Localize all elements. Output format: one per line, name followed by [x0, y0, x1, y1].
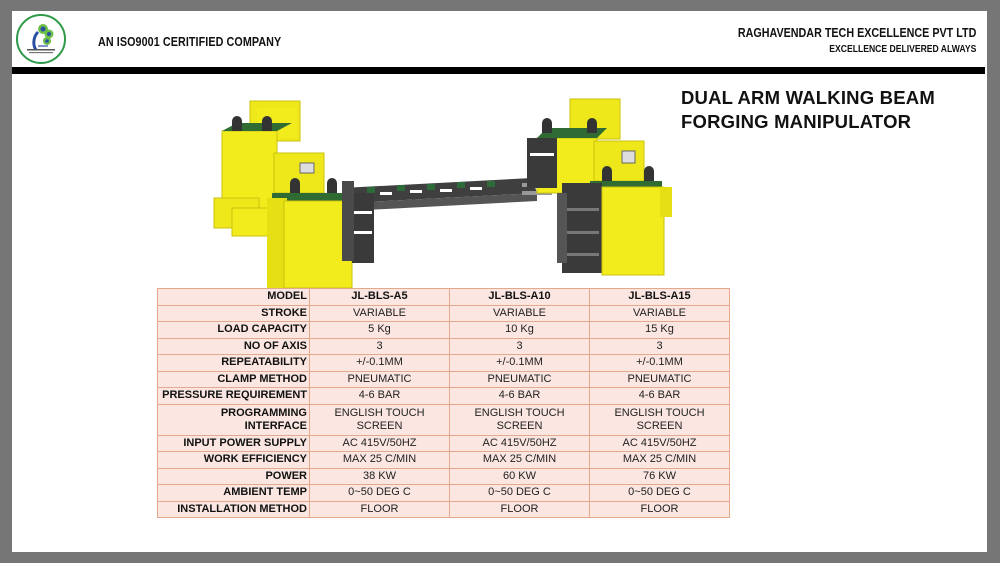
header-model-a5: JL-BLS-A5: [310, 289, 450, 306]
row-label: CLAMP METHOD: [158, 371, 310, 388]
table-row: [158, 452, 730, 469]
cell-a5: 38 KW: [310, 468, 450, 485]
table-row: [158, 371, 730, 388]
cell-a10: 4-6 BAR: [450, 388, 590, 405]
table-row: [158, 485, 730, 502]
cell-a5: FLOOR: [310, 501, 450, 518]
cell-a10: 0~50 DEG C: [450, 485, 590, 502]
company-name: RAGHAVENDAR TECH EXCELLENCE PVT LTD: [737, 26, 976, 40]
header-divider: [12, 67, 985, 74]
product-title-line1: DUAL ARM WALKING BEAM: [681, 87, 935, 108]
cell-a5: +/-0.1MM: [310, 355, 450, 372]
cell-a5: 4-6 BAR: [310, 388, 450, 405]
row-label: REPEATABILITY: [158, 355, 310, 372]
forging-manipulator-illustration-icon: [202, 83, 672, 293]
cell-a10: MAX 25 C/MIN: [450, 452, 590, 469]
cell-a15: 76 KW: [590, 468, 730, 485]
company-block: [699, 26, 976, 55]
table-row: [158, 388, 730, 405]
company-logo: [16, 14, 66, 64]
row-label: STROKE: [158, 305, 310, 322]
cell-a10: 3: [450, 338, 590, 355]
slide: [12, 11, 987, 552]
cell-a15: VARIABLE: [590, 305, 730, 322]
table-row: [158, 404, 730, 435]
table-row: [158, 338, 730, 355]
cell-a5: VARIABLE: [310, 305, 450, 322]
header-model-a15: JL-BLS-A15: [590, 289, 730, 306]
cell-a15: 4-6 BAR: [590, 388, 730, 405]
cell-a10: +/-0.1MM: [450, 355, 590, 372]
row-label: WORK EFFICIENCY: [158, 452, 310, 469]
row-label: INSTALLATION METHOD: [158, 501, 310, 518]
company-tagline: EXCELLENCE DELIVERED ALWAYS: [828, 44, 976, 55]
product-title: [681, 86, 935, 134]
cell-a15: 3: [590, 338, 730, 355]
table-row: [158, 468, 730, 485]
table-row: [158, 501, 730, 518]
row-label: AMBIENT TEMP: [158, 485, 310, 502]
cell-a10: AC 415V/50HZ: [450, 435, 590, 452]
cell-a15: FLOOR: [590, 501, 730, 518]
cell-a5: 3: [310, 338, 450, 355]
row-label: LOAD CAPACITY: [158, 322, 310, 339]
row-label: INPUT POWER SUPPLY: [158, 435, 310, 452]
row-label: PROGRAMMING INTERFACE: [158, 404, 310, 435]
cell-a10: PNEUMATIC: [450, 371, 590, 388]
table-header-row: [158, 289, 730, 306]
cell-a10: 10 Kg: [450, 322, 590, 339]
table-row: [158, 305, 730, 322]
cell-a10: 60 KW: [450, 468, 590, 485]
cell-a15: MAX 25 C/MIN: [590, 452, 730, 469]
cell-a15: PNEUMATIC: [590, 371, 730, 388]
table-row: [158, 435, 730, 452]
iso-certification-text: AN ISO9001 CERITIFIED COMPANY: [98, 35, 282, 49]
cell-a10: FLOOR: [450, 501, 590, 518]
table-row: [158, 322, 730, 339]
row-label: POWER: [158, 468, 310, 485]
cell-a15: +/-0.1MM: [590, 355, 730, 372]
cell-a5: PNEUMATIC: [310, 371, 450, 388]
product-title-line2: FORGING MANIPULATOR: [681, 111, 912, 132]
cell-a15: 15 Kg: [590, 322, 730, 339]
peacock-logo-icon: [18, 16, 64, 62]
cell-a10: VARIABLE: [450, 305, 590, 322]
cell-a15: ENGLISH TOUCH SCREEN: [590, 404, 730, 435]
cell-a15: 0~50 DEG C: [590, 485, 730, 502]
cell-a5: AC 415V/50HZ: [310, 435, 450, 452]
table-row: [158, 355, 730, 372]
row-label: PRESSURE REQUIREMENT: [158, 388, 310, 405]
cell-a5: 0~50 DEG C: [310, 485, 450, 502]
cell-a5: MAX 25 C/MIN: [310, 452, 450, 469]
cell-a10: ENGLISH TOUCH SCREEN: [450, 404, 590, 435]
row-label: NO OF AXIS: [158, 338, 310, 355]
header-model-label: MODEL: [158, 289, 310, 306]
cell-a5: 5 Kg: [310, 322, 450, 339]
cell-a5: ENGLISH TOUCH SCREEN: [310, 404, 450, 435]
specification-table: [157, 288, 730, 518]
header-model-a10: JL-BLS-A10: [450, 289, 590, 306]
cell-a15: AC 415V/50HZ: [590, 435, 730, 452]
